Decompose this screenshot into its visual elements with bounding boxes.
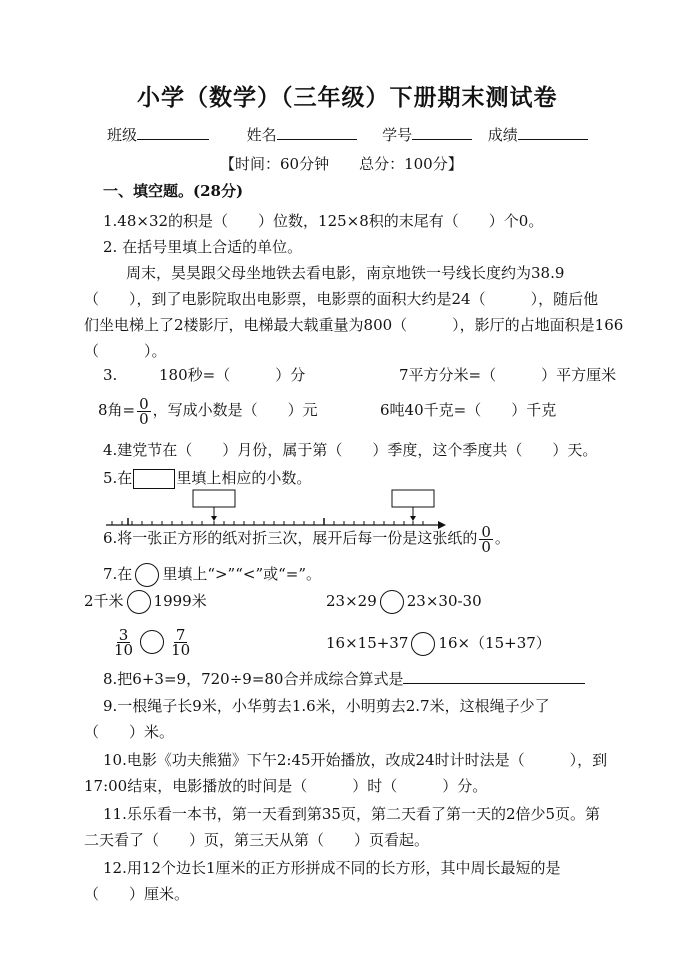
question-8-text: 8.把6+3=9，720÷9=80合并成综合算式是 (103, 670, 404, 688)
question-5-pre: 5.在 (103, 469, 133, 487)
question-11-line: 二天看了（ ）页，第三天从第（ ）页看起。 (84, 831, 430, 849)
question-9-line: 9.一根绳子长9米，小华剪去1.6米，小明剪去2.7米，这根绳子少了 (103, 697, 550, 715)
id-label: 学号 (382, 126, 413, 144)
question-11-line: 11.乐乐看一本书，第一天看到第35页，第二天看了第一天的2倍少5页。第 (103, 805, 601, 823)
fraction-numerator: 0 (139, 394, 149, 413)
name-label: 姓名 (246, 126, 277, 144)
question-2-line: （ ），到了电影院取出电影票，电影票的面积大约是24（ ），随后他 (84, 290, 599, 308)
question-7-pre: 7.在 (103, 565, 133, 583)
question-6-text: 6.将一张正方形的纸对折三次，展开后每一份是这张纸的 (103, 529, 478, 547)
question-7d-right: 16×（15+37） (438, 634, 551, 652)
fraction (169, 625, 192, 659)
compare-circle[interactable] (140, 630, 164, 654)
name-blank[interactable] (277, 124, 357, 140)
question-2-line: 们坐电梯上了2楼影厅，电梯最大载重量为800（ ），影厅的占地面积是166 (84, 316, 624, 334)
question-7-prompt (103, 563, 321, 587)
question-12-line: 12.用12个边长1厘米的正方形拼成不同的长方形，其中周长最短的是 (103, 859, 561, 877)
answer-box[interactable] (193, 490, 235, 507)
compare-circle[interactable] (380, 590, 404, 614)
fraction-denominator: 10 (114, 640, 134, 659)
question-10-line: 10.电影《功夫熊猫》下午2:45开始播放，改成24时计时法是（ ），到 (103, 751, 608, 769)
fraction-numerator: 0 (481, 522, 491, 541)
question-3c-post: ，写成小数是（ ）元 (152, 401, 318, 419)
question-6 (103, 522, 510, 554)
fraction-numerator: 7 (175, 625, 186, 644)
fraction-denominator: 0 (481, 537, 491, 556)
question-3d: 6吨40千克=（ ）千克 (380, 401, 557, 419)
question-12-line: （ ）厘米。 (84, 885, 190, 903)
question-7b-left: 23×29 (326, 592, 377, 610)
question-8 (103, 668, 585, 689)
fraction-denominator: 0 (139, 409, 149, 428)
question-3b: 7平方分米=（ ）平方厘米 (399, 366, 617, 384)
question-3c (98, 394, 318, 426)
question-7b (326, 590, 482, 614)
question-9-line: （ ）米。 (84, 723, 175, 741)
question-2-prompt: 2. 在括号里填上合适的单位。 (103, 238, 303, 256)
pointer-arrowhead (410, 516, 416, 521)
question-3-number: 3. (103, 366, 118, 384)
question-3a: 180秒=（ ）分 (159, 366, 306, 384)
question-6-end: 。 (494, 529, 510, 547)
question-7c (110, 624, 194, 658)
question-4: 4.建党节在（ ）月份，属于第（ ）季度，这个季度共（ ）天。 (103, 441, 598, 459)
time-line: 【时间：60分钟 总分：100分】 (220, 155, 463, 173)
class-blank[interactable] (137, 124, 209, 140)
section-heading: 一、填空题。(28分) (103, 182, 244, 200)
question-7d-left: 16×15+37 (326, 634, 409, 652)
fraction-numerator: 3 (118, 625, 129, 644)
question-3c-pre: 8角= (98, 401, 136, 419)
compare-circle[interactable] (127, 590, 151, 614)
answer-box[interactable] (392, 490, 434, 507)
question-2-line: 周末，昊昊跟父母坐地铁去看电影，南京地铁一号线长度约为38.9 (126, 264, 565, 282)
student-info (107, 124, 588, 145)
score-blank[interactable] (518, 124, 588, 140)
fraction (137, 394, 151, 428)
fraction-denominator: 10 (171, 640, 191, 659)
pointer-arrowhead (211, 516, 217, 521)
id-blank[interactable] (412, 124, 472, 140)
page-title: 小学（数学）（三年级）下册期末测试卷 (137, 84, 558, 111)
compare-circle[interactable] (135, 563, 159, 587)
question-2-line: （ ）。 (84, 342, 167, 360)
fraction (479, 522, 493, 556)
question-7d (326, 632, 551, 656)
question-7a (84, 590, 207, 614)
class-label: 班级 (107, 126, 138, 144)
question-7-post: 里填上“>”“<”或“=”。 (162, 565, 322, 583)
question-7a-left: 2千米 (84, 592, 124, 610)
question-7b-right: 23×30-30 (406, 592, 482, 610)
answer-blank[interactable] (403, 668, 585, 684)
fraction (112, 625, 135, 659)
question-10-line: 17:00结束，电影播放的时间是（ ）时（ ）分。 (84, 777, 488, 795)
compare-circle[interactable] (411, 632, 435, 656)
question-7a-right: 1999米 (153, 592, 207, 610)
score-label: 成绩 (487, 126, 518, 144)
question-1: 1.48×32的积是（ ）位数，125×8积的末尾有（ ）个0。 (103, 212, 544, 230)
question-5-post: 里填上相应的小数。 (176, 469, 312, 487)
